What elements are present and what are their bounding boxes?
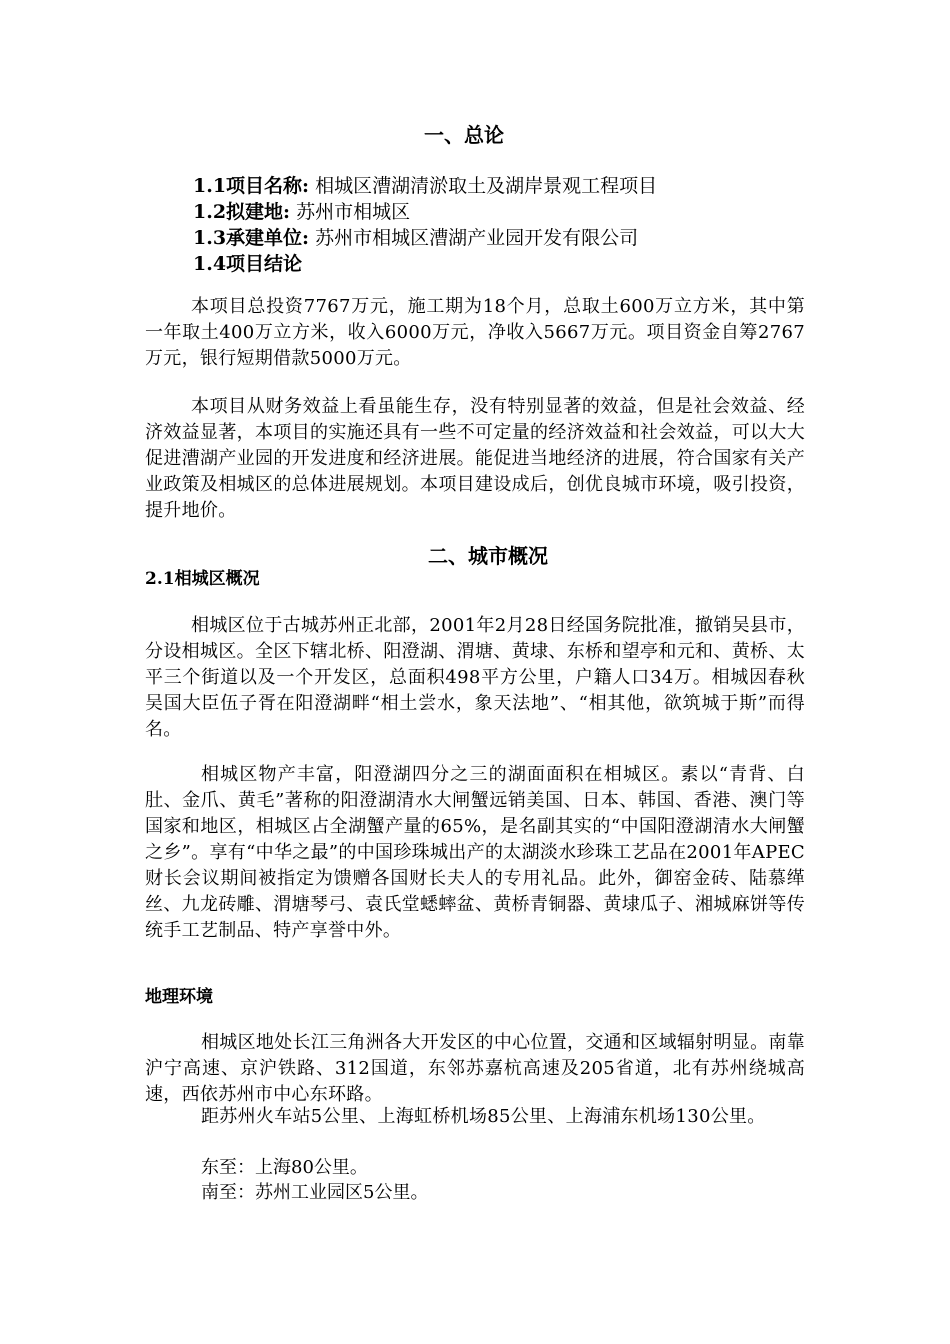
district-overview-heading: 2.1相城区概况 (145, 569, 260, 589)
conclusion-line (193, 251, 302, 277)
site-value: 苏州市相城区 (296, 201, 411, 223)
site-label: 1.2拟建地: (193, 201, 291, 223)
benefit-paragraph: 本项目从财务效益上看虽能生存，没有特别显著的效益，但是社会效益、经济效益显著，本项目的实施还具有一些不可定量的经济效益和社会效益，可以大大促进漕湖产业园的开发进度和经济进展。能促进当地经济的进展，符合国家有关产业政策及相城区的总体进展规划。本项目建设成后，创优良城市环境，吸引投资，提升地价。 (145, 396, 805, 521)
project-name-line (193, 173, 657, 199)
section-title-overview: 一、总论 (424, 123, 504, 147)
district-intro-paragraph: 相城区位于古城苏州正北部，2001年2月28日经国务院批准，撤销吴县市，分设相城区。全区下辖北桥、阳澄湖、渭塘、黄埭、东桥和望亭和元和、黄桥、太平三个街道以及一个开发区，总面积498平方公里，户籍人口34万。相城因春秋吴国大臣伍子胥在阳澄湖畔“相土尝水，象天法地”、“相其他，欲筑城于斯”而得名。 (145, 615, 805, 740)
distance-paragraph: 距苏州火车站5公里、上海虹桥机场85公里、上海浦东机场130公里。 (201, 1106, 766, 1127)
builder-label: 1.3承建单位: (193, 227, 310, 249)
builder-value: 苏州市相城区漕湖产业园开发有限公司 (315, 227, 639, 249)
geography-heading: 地理环境 (145, 987, 213, 1007)
products-paragraph: 相城区物产丰富，阳澄湖四分之三的湖面面积在相城区。素以“青背、白肚、金爪、黄毛”著称的阳澄湖清水大闸蟹远销美国、日本、韩国、香港、澳门等国家和地区，相城区占全湖蟹产量的65%，是名副其实的“中国阳澄湖清水大闸蟹之乡”。享有“中华之最”的中国珍珠城出产的太湖淡水珍珠工艺品在2001年APEC财长会议期间被指定为馈赠各国财长夫人的专用礼品。此外，御窑金砖、陆慕缂丝、九龙砖雕、渭塘琴弓、袁氏堂蟋蟀盆、黄桥青铜器、黄埭瓜子、湘城麻饼等传统手工艺制品、特产享誉中外。 (145, 764, 805, 941)
east-distance: 东至：上海80公里。 (201, 1157, 368, 1178)
geography-paragraph: 相城区地处长江三角洲各大开发区的中心位置，交通和区域辐射明显。南靠沪宁高速、京沪铁路、312国道，东邻苏嘉杭高速及205省道，北有苏州绕城高速，西依苏州市中心东环路。 (145, 1032, 805, 1105)
south-distance: 南至：苏州工业园区5公里。 (201, 1182, 429, 1203)
conclusion-label: 1.4项目结论 (193, 253, 303, 275)
project-name-label: 1.1项目名称: (193, 175, 310, 197)
investment-paragraph: 本项目总投资7767万元，施工期为18个月，总取土600万立方米，其中第一年取土400万立方米，收入6000万元，净收入5667万元。项目资金自筹2767万元，银行短期借款5000万元。 (145, 296, 805, 369)
section-title-city: 二、城市概况 (428, 544, 548, 568)
site-line (193, 199, 410, 225)
project-name-value: 相城区漕湖清淤取土及湖岸景观工程项目 (315, 175, 658, 197)
builder-line (193, 225, 638, 251)
